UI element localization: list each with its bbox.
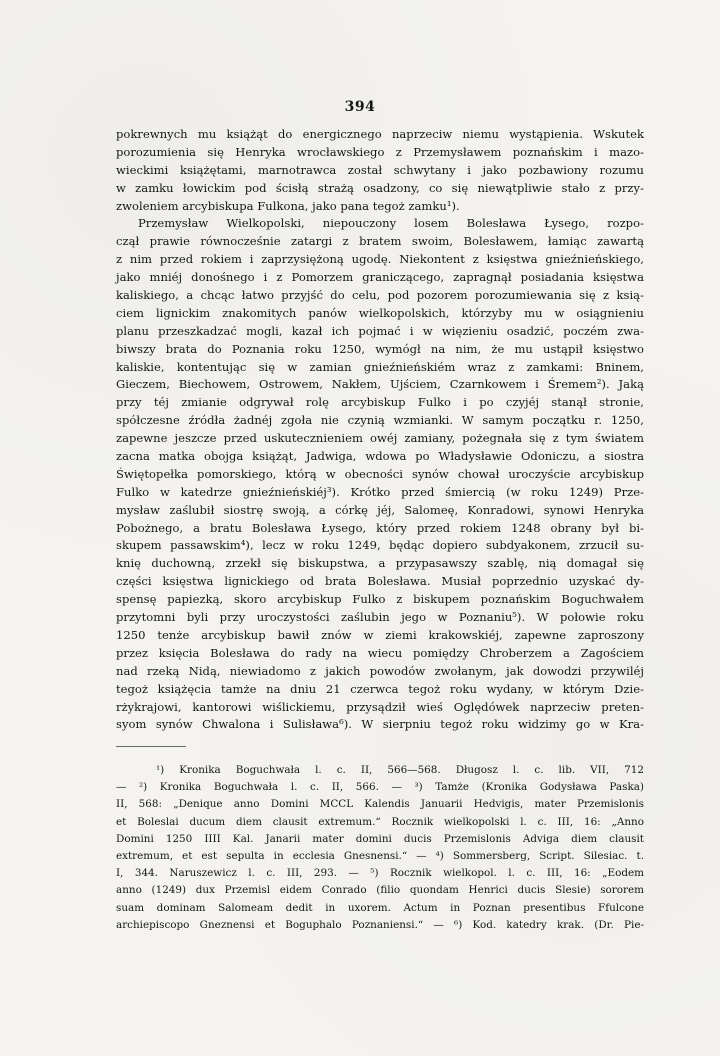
text-line: zwoleniem arcybiskupa Fulkona, jako pana tegoż zamku¹).: [116, 198, 460, 213]
main-text: [116, 126, 644, 734]
footnote-line: extremum, et est sepulta in ecclesia Gnesnensi.“ — ⁴) Sommersberg, Script. Silesiac. t.: [116, 849, 644, 862]
text-line: spółczesne źródła żadnéj zgoła nie czynią wzmianki. W samym początku r. 1250,: [116, 413, 644, 428]
text-line: syom synów Chwalona i Sulisława⁶). W sierpniu tegoż roku widzimy go w Kra-: [116, 717, 644, 732]
text-line: skupem passawskim⁴), lecz w roku 1249, będąc dopiero subdyakonem, zrzucił su-: [116, 538, 644, 553]
text-line: przy téj zmianie odgrywał rolę arcybiskup Fulko i po czyjéj stanął stronie,: [116, 395, 644, 410]
text-line: mysław zaślubił siostrę swoją, a córkę jéj, Salomeę, Konradowi, synowi Henryka: [116, 502, 644, 517]
text-line: czął prawie równocześnie zatargi z bratem swoim, Bolesławem, łamiąc zawartą: [116, 234, 644, 249]
footnote-line: archiepiscopo Gneznensi et Boguphalo Poznaniensi.“ — ⁶) Kod. katedry krak. (Dr. Pie-: [116, 918, 644, 931]
text-line: kaliskie, kontentując się w zamian gnieźnieńskiém wraz z zamkami: Bninem,: [116, 359, 644, 374]
text-line: 1250 tenże arcybiskup bawił znów w ziemi krakowskiéj, zapewne zaproszony: [116, 627, 644, 642]
text-line: jako mniéj donośnego i z Pomorzem graniczącego, zapragnął posiadania księstwa: [116, 270, 644, 285]
footnote-divider: [116, 746, 186, 747]
footnote-line: ¹) Kronika Boguchwała l. c. II, 566—568. Długosz l. c. lib. VII, 712: [156, 764, 644, 776]
footnote-line: Domini 1250 IIII Kal. Janarii mater domini ducis Przemislonis Adviga diem clausit: [116, 832, 644, 845]
text-line: zacna matka obojga książąt, Jadwiga, wdowa po Władysławie Odoniczu, a siostra: [116, 449, 644, 464]
text-line: Gieczem, Biechowem, Ostrowem, Nakłem, Ujściem, Czarnkowem i Śremem²). Jaką: [116, 377, 644, 392]
page-number: 394: [344, 99, 376, 115]
text-line: kaliskiego, a chcąc łatwo przyjść do celu, pod pozorem porozumiewania się z ksią-: [116, 288, 644, 303]
text-line: Pobożnego, a bratu Bolesława Łysego, który przed rokiem 1248 obrany był bi-: [116, 520, 644, 535]
text-line: spensę papiezką, skoro arcybiskup Fulko z biskupem poznańskim Boguchwałem: [116, 592, 644, 607]
text-line: ciem lignickim znakomitych panów wielkopolskich, którzyby mu w osiągnieniu: [116, 305, 644, 320]
text-line: nad rzeką Nidą, niewiadomo z jakich powodów zwołanym, jak dowodzi przywiléj: [116, 663, 644, 678]
text-line: Świętopełka pomorskiego, którą w obecności synów chował uroczyście arcybiskup: [116, 466, 644, 481]
footnotes: [116, 762, 644, 934]
text-line: wieckimi książętami, marnotrawca został schwytany i jako pozbawiony rozumu: [116, 162, 644, 177]
footnote-line: — ²) Kronika Boguchwała l. c. II, 566. — ³) Tamże (Kronika Godysława Paska): [116, 781, 644, 794]
footnote-line: I, 344. Naruszewicz l. c. III, 293. — ⁵) Rocznik wielkopol. l. c. III, 16: „Eodem: [116, 867, 644, 880]
text-line: z nim przed rokiem i zaprzysiężoną ugodę. Niekontent z księstwa gnieźnieńskiego,: [116, 252, 644, 267]
text-line: porozumienia się Henryka wrocławskiego z Przemysławem poznańskim i mazo-: [116, 144, 644, 159]
text-line: tegoż książęcia tamże na dniu 21 czerwca tegoż roku wydany, w którym Dzie-: [116, 681, 644, 696]
text-line: Przemysław Wielkopolski, niepouczony losem Bolesława Łysego, rozpo-: [138, 216, 644, 231]
text-line: pokrewnych mu książąt do energicznego naprzeciw niemu wystąpienia. Wskutek: [116, 127, 644, 141]
text-line: rżykrajowi, kantorowi wiślickiemu, przysądził wieś Oględówek naprzeciw preten-: [116, 699, 644, 714]
footnote-line: suam dominam Salomeam dedit in uxorem. Actum in Poznan presentibus Ffulcone: [116, 901, 644, 914]
text-line: planu przeszkadzać mogli, kazał ich pojmać i w więzieniu osadzić, poczém zwa-: [116, 323, 644, 338]
footnote-line: II, 568: „Denique anno Domini MCCL Kalendis Januarii Hedvigis, mater Przemislonis: [116, 798, 644, 811]
text-line: części księstwa lignickiego od brata Bolesława. Musiał poprzednio uzyskać dy-: [116, 574, 644, 589]
text-line: Fulko w katedrze gnieźnieńskiéj³). Krótko przed śmiercią (w roku 1249) Prze-: [116, 484, 644, 499]
text-line: biwszy brata do Poznania roku 1250, wymógł na nim, że mu ustąpił księstwo: [116, 341, 644, 356]
text-line: przytomni byli przy uroczystości zaślubin jego w Poznaniu⁵). W połowie roku: [116, 610, 644, 625]
text-line: w zamku łowickim pod ścisłą strażą osadzony, co się niewątpliwie stało z przy-: [116, 180, 644, 195]
text-line: przez księcia Bolesława do rady na wiecu pomiędzy Chroberzem a Zagościem: [116, 645, 644, 660]
footnote-line: et Boleslai ducum diem clausit extremum.“ Rocznik wielkopolski l. c. III, 16: „Anno: [116, 815, 644, 828]
text-line: knię duchowną, zrzekł się biskupstwa, a przypasawszy szablę, nią domagał się: [116, 556, 644, 571]
footnote-line: anno (1249) dux Przemisl eidem Conrado (filio quondam Henrici ducis Slesie) sororem: [116, 884, 644, 897]
text-line: zapewne jeszcze przed uskutecznieniem owéj zamiany, pożegnała się z tym światem: [116, 431, 644, 446]
